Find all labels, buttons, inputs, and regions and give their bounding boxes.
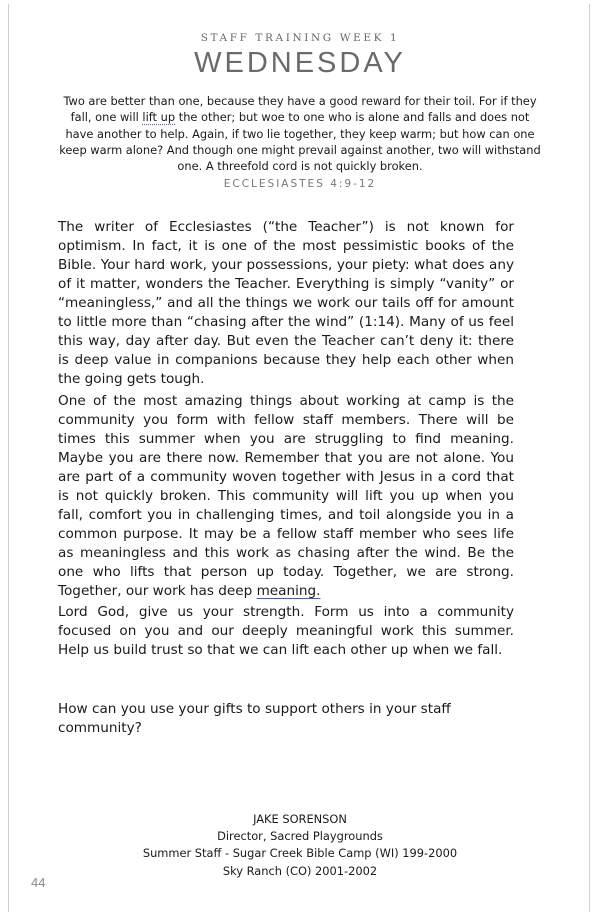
author-history-2: Sky Ranch (CO) 2001-2002 xyxy=(222,863,378,878)
reflection-question: How can you use your gifts to support others in your staff community? xyxy=(58,701,451,736)
page-title: WEDNESDAY xyxy=(194,47,406,79)
author-role: Director, Sacred Playgrounds xyxy=(217,829,383,844)
author-name: JAKE SORENSON xyxy=(253,812,347,826)
page-header xyxy=(0,30,600,80)
scripture-text-after: the other; but woe to one who is alone and falls and does not have another to help. Again, if two lie together, they keep warm; but how can one keep warm alone? And though one might prevail against another, two will withstand one. A threefold cord is not quickly broken. xyxy=(59,110,541,174)
author-signature xyxy=(0,811,600,880)
scripture-quote xyxy=(58,93,542,174)
body-paragraph-1: The writer of Ecclesiastes (“the Teacher”) is not known for optimism. In fact, it is one of the most pessimistic books of the Bible. Your hard work, your possessions, your piety: what does any of it matter, wonders the Teacher. Everything is simply “vanity” or “meaningless,” and all the things we work our tails off for amount to little more than “chasing after the wind” (1:14). Many of us feel this way, day after day. But even the Teacher can’t deny it: there is deep value in companions because they help each other when the going gets tough. xyxy=(58,219,514,387)
paragraph-2-text: One of the most amazing things about working at camp is the community you form with fellow staff members. There will be times this summer when you are struggling to find meaning. Maybe you are there now. Remember that you are not alone. You are part of a community woven together with Jesus in a cord that is not quickly broken. This community will lift you up when you fall, comfort you in challenging times, and toil alongside you in a common purpose. It may be a fellow staff member who sees life as meaningless and this work as chasing after the wind. Be the one who lifts that person up today. Together, we are strong. Together, our work has deep xyxy=(58,393,514,599)
scripture-text-before: Two are better than one, because they have a good reward for their toil. For if they fall, one will xyxy=(63,94,537,125)
page-number: 44 xyxy=(31,875,46,890)
author-history-1: Summer Staff - Sugar Creek Bible Camp (WI) 199-2000 xyxy=(142,846,458,861)
grammar-flag[interactable]: lift up xyxy=(142,110,176,125)
scripture-reference: ECCLESIASTES 4:9-12 xyxy=(223,178,377,190)
body-paragraph-2 xyxy=(58,392,514,601)
section-kicker: STAFF TRAINING WEEK 1 xyxy=(200,32,400,44)
spelling-flag[interactable]: meaning. xyxy=(256,583,321,599)
prayer-paragraph: Lord God, give us your strength. Form us into a community focused on you and our deeply meaningful work this summer. Help us build trust so that we can lift each other up when we fall. xyxy=(58,604,514,658)
